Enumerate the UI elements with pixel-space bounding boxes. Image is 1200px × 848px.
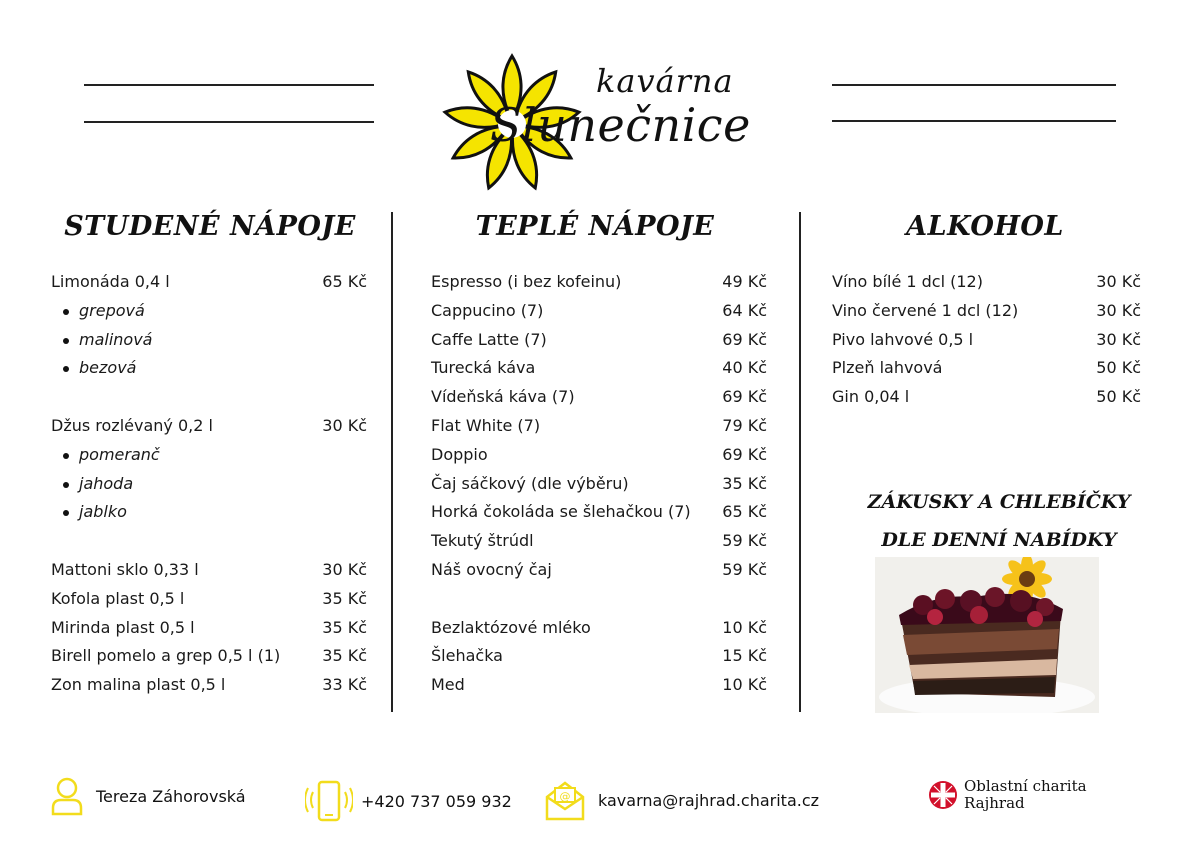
option-item: bezová [51,354,367,383]
column-divider-left [391,212,393,712]
option-item: malinová [51,326,367,355]
menu-item [431,642,767,671]
contact-name: Tereza Záhorovská [96,786,246,806]
hot-drinks-menu [431,268,767,700]
item-name: Med [431,675,465,695]
email-icon [544,779,586,821]
item-name: Kofola plast 0,5 l [51,588,185,608]
cake-photo [875,557,1099,713]
charity-name-line1: Oblastní charita [964,777,1087,795]
item-price: 35 Kč [322,646,367,666]
dessert-heading [836,483,1162,559]
menu-item [431,354,767,383]
charity-logo [928,778,1087,812]
contact-email [544,779,819,821]
item-name: Caffe Latte (7) [431,329,547,349]
item-name: Tekutý štrúdl [431,531,534,551]
item-price: 64 Kč [722,300,767,320]
menu-item [832,297,1141,326]
item-name: Pivo lahvové 0,5 l [832,329,974,349]
item-name: Šlehačka [431,646,503,666]
item-price: 49 Kč [722,272,767,291]
item-price: 69 Kč [722,329,767,349]
item-name: Cappucino (7) [431,300,544,320]
decor-line-right-top [832,84,1116,86]
contact-phone [305,780,512,822]
menu-item [51,614,367,643]
heading-cold-drinks: STUDENÉ NÁPOJE [64,211,356,242]
item-name: Doppio [431,444,488,464]
svg-text:@: @ [559,790,571,803]
menu-item [832,383,1141,412]
menu-item [431,498,767,527]
contact-person [50,776,246,816]
brand-line-slunecnice: Slunečnice [490,98,751,152]
item-price: 15 Kč [722,646,767,666]
item-price: 65 Kč [322,272,367,291]
menu-item [51,268,367,297]
item-name: Zon malina plast 0,5 l [51,675,226,695]
person-icon [50,776,84,816]
item-price: 35 Kč [722,473,767,493]
item-price: 69 Kč [722,444,767,464]
menu-item [431,441,767,470]
menu-item [51,585,367,614]
item-name: Víno bílé 1 dcl (12) [832,272,983,291]
menu-item [431,297,767,326]
item-name: Džus rozlévaný 0,2 l [51,415,213,435]
item-name: Espresso (i bez kofeinu) [431,272,622,291]
spacer [51,527,367,556]
item-price: 50 Kč [1096,358,1141,378]
heading-alcohol: ALKOHOL [906,211,1064,242]
menu-item [51,642,367,671]
cold-drinks-menu [51,268,367,700]
decor-line-right-bottom [832,120,1116,122]
email-address: kavarna@rajhrad.charita.cz [598,790,820,810]
item-price: 35 Kč [322,617,367,637]
menu-item [51,671,367,700]
item-name: Plzeň lahvová [832,358,943,378]
dessert-heading-line2: DLE DENNÍ NABÍDKY [881,529,1117,551]
menu-item [431,268,767,297]
column-divider-right [799,212,801,712]
decor-line-left-bottom [84,121,374,123]
item-name: Vídeňská káva (7) [431,387,575,407]
phone-number: +420 737 059 932 [361,791,512,811]
item-price: 30 Kč [1096,329,1141,349]
item-price: 65 Kč [722,502,767,522]
menu-item [832,354,1141,383]
item-price: 33 Kč [322,675,367,695]
decor-line-left-top [84,84,374,86]
item-price: 30 Kč [1096,300,1141,320]
item-name: Vino červené 1 dcl (12) [832,300,1019,320]
item-price: 10 Kč [722,675,767,695]
item-name: Gin 0,04 l [832,387,910,407]
item-price: 35 Kč [322,588,367,608]
menu-item [431,412,767,441]
item-name: Mirinda plast 0,5 l [51,617,195,637]
heading-hot-drinks: TEPLÉ NÁPOJE [475,211,715,242]
item-price: 59 Kč [722,531,767,551]
option-item: grepová [51,297,367,326]
spacer [431,585,767,614]
charity-name-line2: Rajhrad [964,794,1025,812]
dessert-heading-line1: ZÁKUSKY A CHLEBÍČKY [867,491,1131,513]
alcohol-menu [832,268,1141,412]
menu-item [832,268,1141,297]
menu-item [431,671,767,700]
charity-cross-icon [928,780,958,810]
item-name: Limonáda 0,4 l [51,272,170,291]
item-name: Mattoni sklo 0,33 l [51,559,199,579]
option-item: jahoda [51,470,367,499]
menu-item [832,326,1141,355]
menu-item [431,527,767,556]
item-price: 30 Kč [322,415,367,435]
phone-icon [305,780,353,822]
menu-item [431,383,767,412]
spacer [51,383,367,412]
menu-item [51,412,367,441]
item-price: 30 Kč [1096,272,1141,291]
item-price: 69 Kč [722,387,767,407]
option-item: pomeranč [51,441,367,470]
item-price: 50 Kč [1096,387,1141,407]
brand-line-kavarna: kavárna [596,62,734,100]
menu-item [431,470,767,499]
item-name: Bezlaktózové mléko [431,617,591,637]
option-item: jablko [51,498,367,527]
item-name: Birell pomelo a grep 0,5 l (1) [51,646,281,666]
menu-item [431,556,767,585]
item-price: 59 Kč [722,559,767,579]
item-price: 79 Kč [722,415,767,435]
item-name: Turecká káva [431,358,536,378]
menu-item [431,326,767,355]
item-name: Flat White (7) [431,415,541,435]
item-price: 30 Kč [322,559,367,579]
item-name: Horká čokoláda se šlehačkou (7) [431,502,691,522]
menu-item [431,614,767,643]
charity-name [964,778,1087,812]
item-price: 10 Kč [722,617,767,637]
item-name: Náš ovocný čaj [431,559,552,579]
item-price: 40 Kč [722,358,767,378]
menu-item [51,556,367,585]
item-name: Čaj sáčkový (dle výběru) [431,473,629,493]
